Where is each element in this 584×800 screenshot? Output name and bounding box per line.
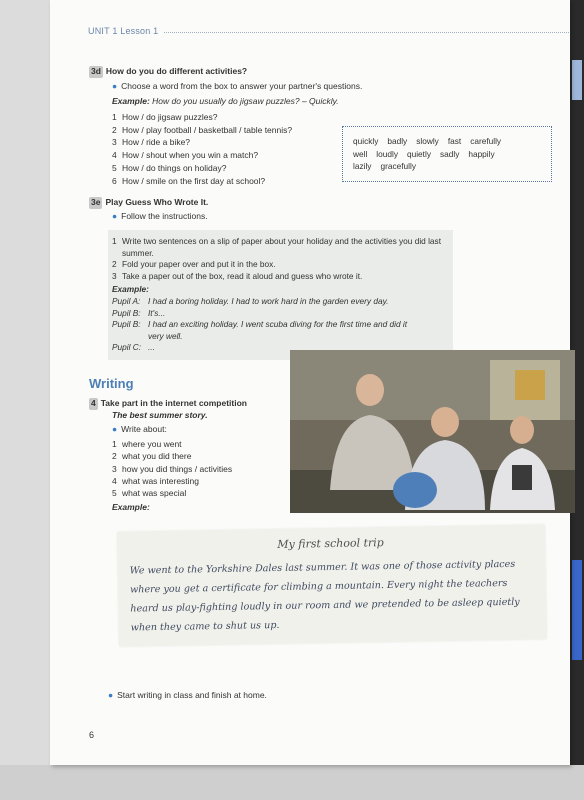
list-item: 2 what you did there xyxy=(112,451,192,462)
page-number: 6 xyxy=(89,730,95,740)
exercise-subtitle: The best summer story. xyxy=(112,410,208,420)
example-label: Example: xyxy=(112,502,150,512)
instruction-text: Choose a word from the box to answer your partner's questions. xyxy=(121,81,363,91)
exercise-3d-instruction xyxy=(112,81,362,93)
word-row: lazily gracefully xyxy=(353,161,416,171)
exercise-number: 3e xyxy=(91,197,101,207)
example-story-note xyxy=(117,524,547,646)
instruction-text: Write about: xyxy=(121,424,167,434)
edge-mark xyxy=(572,560,582,660)
exercise-title: How do you do different activities? xyxy=(105,66,248,76)
list-item: 2 Fold your paper over and put it in the box. xyxy=(112,259,276,270)
list-item: 3 how you did things / activities xyxy=(112,463,233,474)
dialogue-line: Pupil B: I had an exciting holiday. I went scuba diving for the first time and did it very well. xyxy=(112,319,408,341)
example-label: Example: xyxy=(112,96,150,106)
list-item: 3 How / ride a bike? xyxy=(112,137,191,148)
list-item: 4 what was interesting xyxy=(112,475,200,486)
exercise-number: 4 xyxy=(91,398,96,408)
list-item: 6 How / smile on the first day at school? xyxy=(112,175,266,186)
photo-illustration xyxy=(290,350,575,513)
dialogue-line: Pupil B: It's... xyxy=(112,307,166,318)
list-item: 5 what was special xyxy=(112,488,187,499)
question-list xyxy=(112,111,292,187)
background-left xyxy=(0,0,50,800)
bullet-icon: ● xyxy=(112,424,118,434)
list-item: 1 Write two sentences on a slip of paper about your holiday and the activities you did last summer. xyxy=(112,236,442,258)
footer-instruction xyxy=(108,690,267,700)
dialogue-line: Pupil C: ... xyxy=(112,342,155,353)
exercise-3e-heading xyxy=(89,197,208,209)
word-row: quickly badly slowly fast carefully xyxy=(353,136,502,146)
students-photo xyxy=(290,350,575,513)
list-item: 3 Take a paper out of the box, read it aloud and guess who wrote it. xyxy=(112,270,363,281)
edge-mark xyxy=(572,60,582,100)
exercise-title: Take part in the internet competition xyxy=(100,398,247,408)
scan-bottom-edge xyxy=(0,765,584,800)
writing-list xyxy=(112,438,232,499)
exercise-title: Play Guess Who Wrote It. xyxy=(105,197,209,207)
writing-heading: Writing xyxy=(89,376,134,391)
word-row: well loudly quietly sadly happily xyxy=(353,148,495,159)
list-item: 4 How / shout when you win a match? xyxy=(112,150,259,161)
list-item: 2 How / play football / basketball / table tennis? xyxy=(112,124,293,135)
exercise-4-heading xyxy=(89,398,247,410)
exercise-3d-example xyxy=(112,96,339,108)
note-title: My first school trip xyxy=(277,536,384,551)
bullet-icon: ● xyxy=(112,81,118,91)
note-body: We went to the Yorkshire Dales last summer. It was one of those activity places where you get a certificate for climbing a mountain. Every night the teachers heard us play-fighting loudly in our room and we pretended to be asleep quietly when they came to shut us up. xyxy=(129,558,520,634)
list-item: 5 How / do things on holiday? xyxy=(112,162,227,173)
dialogue-line: Pupil A: I had a boring holiday. I had to work hard in the garden every day. xyxy=(112,295,389,306)
instruction-text: Follow the instructions. xyxy=(121,211,208,221)
exercise-number: 3d xyxy=(91,66,101,76)
header-divider xyxy=(164,32,569,33)
word-box xyxy=(342,126,552,182)
unit-label: UNIT 1 Lesson 1 xyxy=(88,26,159,36)
example-text: How do you usually do jigsaw puzzles? – Quickly. xyxy=(152,96,339,106)
instruction-text: Start writing in class and finish at home. xyxy=(117,690,267,700)
exercise-4-instruction xyxy=(112,424,167,436)
example-label: Example: xyxy=(112,284,149,295)
bullet-icon: ● xyxy=(112,211,118,221)
list-item: 1 where you went xyxy=(112,439,182,449)
exercise-3d-heading xyxy=(89,66,247,78)
exercise-3e-instruction xyxy=(112,211,208,223)
game-instructions xyxy=(112,236,442,354)
list-item: 1 How / do jigsaw puzzles? xyxy=(112,112,218,122)
bullet-icon: ● xyxy=(108,690,114,700)
